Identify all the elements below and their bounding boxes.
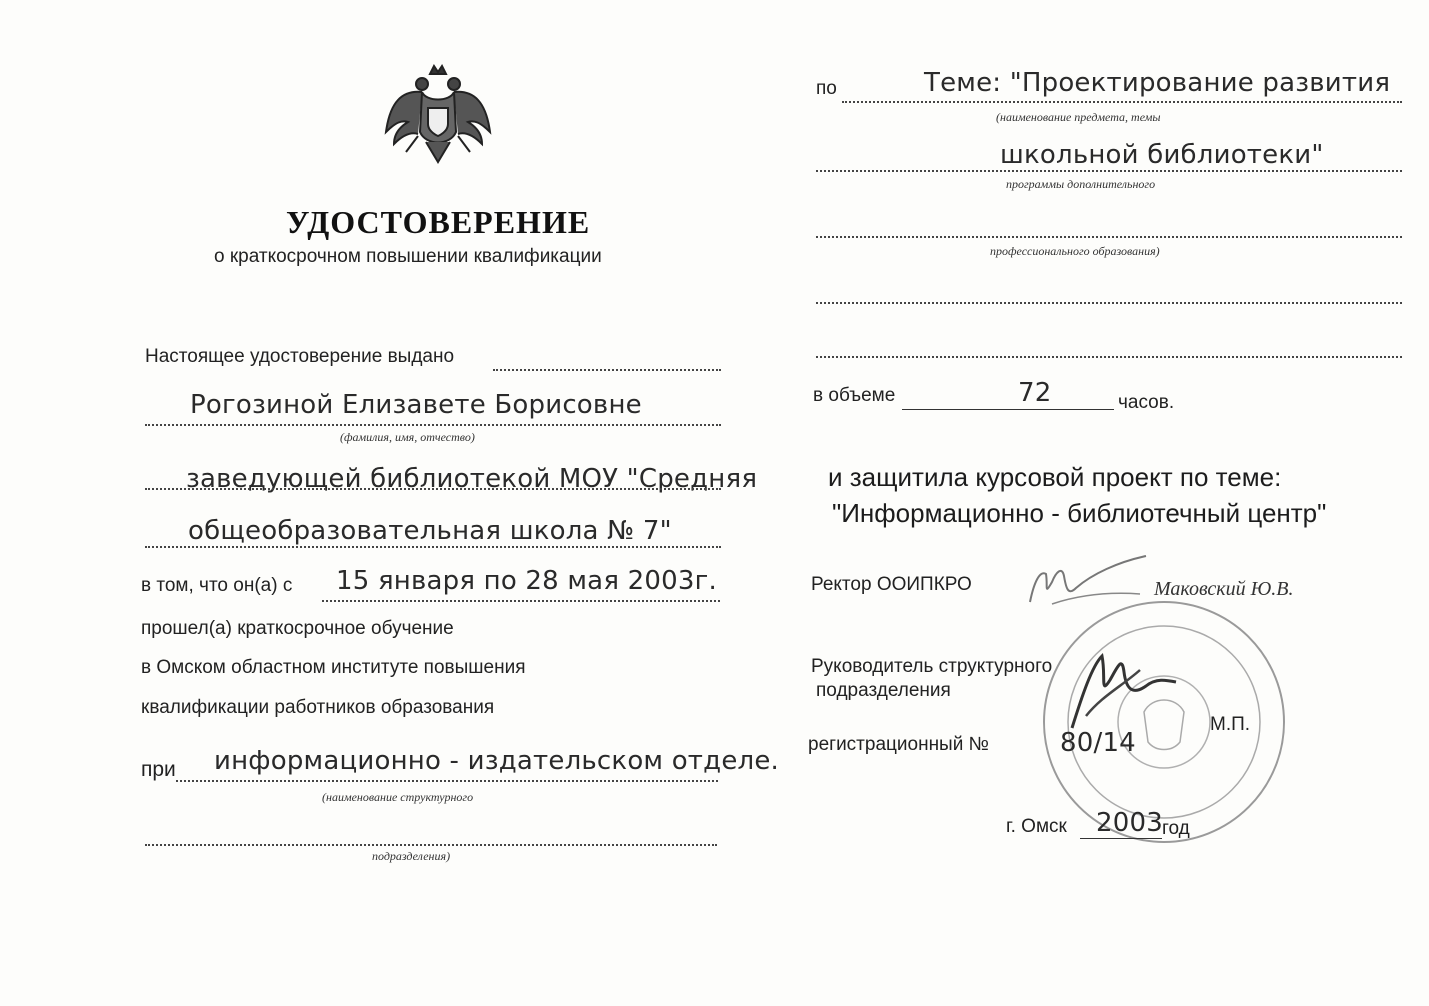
volume-unit: часов. — [1118, 392, 1175, 413]
document-title: УДОСТОВЕРЕНИЕ — [286, 204, 591, 240]
reg-value: 80/14 — [1060, 728, 1136, 758]
reg-label: регистрационный № — [808, 734, 989, 755]
mp-label: М.П. — [1210, 714, 1251, 735]
training-line-3: квалификации работников образования — [141, 697, 495, 718]
dept-prefix: при — [141, 758, 176, 781]
topic-caption-2: программы дополнительного — [1006, 177, 1156, 191]
document-subtitle: о краткосрочном повышении квалификации — [214, 246, 602, 267]
dept-caption-1: (наименование структурного — [322, 790, 474, 804]
head-label-line-2: подразделения — [816, 680, 951, 701]
name-caption: (фамилия, имя, отчество) — [340, 430, 475, 444]
topic-prefix: по — [816, 78, 837, 99]
topic-caption-1: (наименование предмета, темы — [996, 110, 1161, 124]
volume-label: в объеме — [813, 385, 896, 406]
defense-line-1: и защитила курсовой проект по теме: — [828, 462, 1282, 492]
dept-caption-2: подразделения) — [372, 849, 451, 863]
position-line-1: заведующей библиотекой МОУ "Средняя — [186, 464, 758, 494]
dept-value: информационно - издательском отделе. — [214, 746, 780, 776]
training-line-2: в Омском областном институте повышения — [141, 657, 526, 678]
defense-line-2: "Информационно - библиотечный центр" — [832, 498, 1327, 528]
head-label-line-1: Руководитель структурного — [811, 656, 1053, 677]
coat-of-arms-icon — [382, 62, 494, 170]
head-signature-icon — [1062, 636, 1182, 736]
period-label: в том, что он(а) с — [141, 575, 293, 596]
period-value: 15 января по 28 мая 2003г. — [336, 566, 717, 596]
position-line-2: общеобразовательная школа № 7" — [188, 516, 672, 546]
volume-value: 72 — [1018, 378, 1052, 408]
topic-line-2: школьной библиотеки" — [1000, 140, 1324, 170]
rector-name: Маковский Ю.В. — [1154, 578, 1294, 600]
issued-label: Настоящее удостоверение выдано — [145, 346, 455, 367]
training-line-1: прошел(а) краткосрочное обучение — [141, 618, 454, 639]
city-label: г. Омск — [1006, 816, 1067, 837]
topic-caption-3: профессионального образования) — [990, 244, 1160, 258]
recipient-name: Рогозиной Елизавете Борисовне — [190, 390, 642, 420]
year-suffix: год — [1162, 818, 1190, 839]
rector-label: Ректор ООИПКРО — [811, 574, 972, 595]
year-value: 2003 — [1096, 808, 1163, 838]
topic-line-1: Теме: "Проектирование развития — [924, 68, 1391, 98]
